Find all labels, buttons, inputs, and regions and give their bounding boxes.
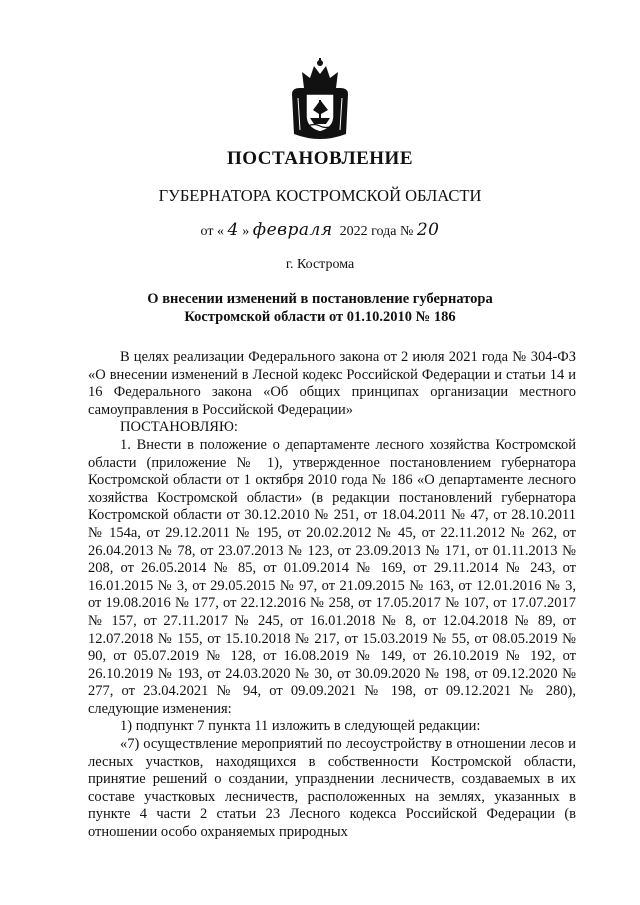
date-month: февраля	[252, 220, 333, 240]
paragraph-decree: ПОСТАНОВЛЯЮ:	[120, 419, 238, 436]
date-prefix: от «	[200, 224, 224, 239]
document-body	[88, 349, 576, 842]
document-heading	[0, 290, 640, 326]
paragraph-subitem-1: 1) подпункт 7 пункта 11 изложить в следующей редакции:	[120, 718, 481, 735]
document-number: 20	[416, 220, 440, 240]
document-title: ПОСТАНОВЛЕНИЕ	[226, 148, 414, 169]
paragraph-quote: «7) осуществление мероприятий по лесоустройству в отношении лесов и лесных участков, находящихся в собственности Костромской области, принятие решений о создании, упразднении лесничеств, создаваемых в их составе участковых лесничеств, расположенных на землях, указанных в пункте 4 части 2 статьи 23 Лесного кодекса Российской Федерации (в отношении особо охраняемых природных	[88, 736, 576, 841]
date-day: 4	[227, 220, 239, 240]
date-middle: »	[242, 224, 250, 239]
date-year-text: 2022 года №	[339, 224, 414, 239]
heading-line: О внесении изменений в постановление губернатора	[147, 291, 493, 307]
document-subtitle: ГУБЕРНАТОРА КОСТРОМСКОЙ ОБЛАСТИ	[158, 186, 482, 205]
city: г. Кострома	[285, 257, 355, 272]
date-line	[0, 220, 640, 240]
coat-of-arms-icon	[288, 58, 352, 142]
paragraph-preamble: В целях реализации Федерального закона от 2 июля 2021 года № 304-ФЗ «О внесении изменений в Лесной кодекс Российской Федерации и статьи 14 и 16 Федерального закона «Об общих принципах организации местного самоуправления в Российской Федерации»	[88, 349, 576, 418]
heading-line: Костромской области от 01.10.2010 № 186	[184, 309, 456, 325]
paragraph-item-1: 1. Внести в положение о департаменте лесного хозяйства Костромской области (приложение № 1), утвержденное постановлением губернатора Костромской области от 1 октября 2010 года № 186 «О департаменте лесного хозяйства Костромской области» (в редакции постановлений губернатора Костромской области от 30.12.2010 № 251, от 18.04.2011 № 47, от 28.10.2011 № 154а, от 29.12.2011 № 195, от 20.02.2012 № 45, от 22.11.2012 № 262, от 26.04.2013 № 78, от 23.07.2013 № 123, от 23.09.2013 № 171, от 01.11.2013 № 208, от 26.05.2014 № 85, от 01.09.2014 № 169, от 29.11.2014 № 243, от 16.01.2015 № 3, от 29.05.2015 № 97, от 21.09.2015 № 163, от 12.01.2016 № 3, от 19.08.2016 № 177, от 22.12.2016 № 258, от 17.05.2017 № 107, от 17.07.2017 № 157, от 27.11.2017 № 245, от 16.01.2018 № 8, от 12.04.2018 № 89, от 12.07.2018 № 155, от 15.10.2018 № 217, от 15.03.2019 № 55, от 08.05.2019 № 90, от 05.07.2019 № 128, от 16.08.2019 № 149, от 26.10.2019 № 192, от 26.10.2019 № 193, от 24.03.2020 № 30, от 30.09.2020 № 198, от 09.12.2020 № 277, от 23.04.2021 № 94, от 09.09.2021 № 198, от 09.12.2021 № 280), следующие изменения:	[88, 436, 576, 717]
